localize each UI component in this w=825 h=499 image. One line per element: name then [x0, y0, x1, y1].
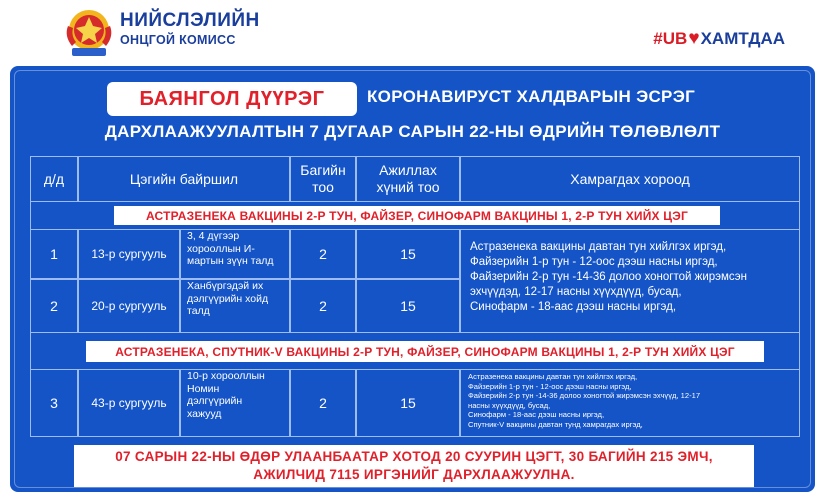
row1-loc-l1: 3, 4 дүгээр — [187, 230, 240, 242]
row1-teams: 2 — [290, 229, 356, 279]
row3-loc-l4: хажууд — [187, 407, 222, 420]
heart-icon: ♥ — [688, 28, 700, 49]
col-header-teams-l2: тоо — [312, 179, 334, 195]
coverage2-line: Файзерийн 1-р тун - 12-оос дээш насны иргэд, — [468, 381, 632, 391]
row1-no: 1 — [30, 229, 78, 279]
coverage2-line: насны хүүхдүүд, бусад, — [468, 400, 551, 410]
col-header-people — [356, 156, 460, 202]
row3-loc-l3: дэлгүүрийн — [187, 395, 243, 407]
summary-line2: АЖИЛЧИД 7115 ИРГЭНИЙГ ДАРХЛААЖУУЛНА. — [253, 467, 575, 482]
row1-people: 15 — [356, 229, 460, 279]
row3-no: 3 — [30, 369, 78, 437]
row2-no: 2 — [30, 279, 78, 333]
row1-location — [180, 229, 290, 279]
coverage1-line: Синофарм - 18-аас дээш насны иргэд, — [470, 301, 677, 313]
row3-teams: 2 — [290, 369, 356, 437]
coverage-text-1 — [470, 240, 796, 315]
row2-school: 20-р сургууль — [78, 279, 180, 333]
coverage2-line: Файзерийн 2-р тун -14-36 долоо хоногтой жирэмсэн эхчүүд, 12-17 — [468, 391, 701, 400]
org-name-line2: ОНЦГОЙ КОМИСС — [120, 33, 236, 47]
coverage2-line: Спутник-V вакцины давтан тунд хамрагдах иргэд, — [468, 419, 643, 429]
vaccine-band-2: АСТРАЗЕНЕКА, СПУТНИК-V ВАКЦИНЫ 2-Р ТУН, ФАЙЗЕР, СИНОФАРМ ВАКЦИНЫ 1, 2-Р ТУН ХИЙХ ЦЭГ — [86, 341, 764, 362]
row3-loc-l1: 10-р хорооллын — [187, 370, 265, 382]
title-line1: КОРОНАВИРУСТ ХАЛДВАРЫН ЭСРЭГ — [367, 87, 696, 106]
row2-loc-l2: дэлгүүрийн хойд — [187, 292, 269, 305]
org-name — [120, 10, 260, 47]
hashtag-together: ХАМТДАА — [700, 29, 785, 48]
row1-loc-l3: мартын зүүн талд — [187, 255, 274, 267]
hashtag-ub: #UB — [653, 29, 688, 48]
col-header-people-l1: Ажиллах — [379, 162, 437, 178]
col-header-teams-l1: Багийн — [300, 162, 346, 178]
row3-people: 15 — [356, 369, 460, 437]
row1-school: 13-р сургууль — [78, 229, 180, 279]
row2-location — [180, 279, 290, 333]
row3-location — [180, 369, 290, 437]
row2-people: 15 — [356, 279, 460, 333]
vaccine-band-1: АСТРАЗЕНЕКА ВАКЦИНЫ 2-Р ТУН, ФАЙЗЕР, СИНОФАРМ ВАКЦИНЫ 1, 2-Р ТУН ХИЙХ ЦЭГ — [114, 206, 720, 225]
col-header-teams — [290, 156, 356, 202]
row1-loc-l2: хорооллын И- — [187, 242, 255, 255]
coverage1-line: Файзерийн 2-р тун -14-36 долоо хоногтой жирэмсэн — [470, 271, 748, 283]
title-line2: ДАРХЛААЖУУЛАЛТЫН 7 ДУГААР САРЫН 22-НЫ ӨДРИЙН ТӨЛӨВЛӨЛТ — [104, 122, 721, 141]
col-header-coverage: Хамрагдах хороод — [460, 156, 800, 202]
row2-loc-l1: Ханбүргэдэй их — [187, 280, 264, 292]
coverage1-line: Астразенека вакцины давтан тун хийлгэх иргэд, — [470, 241, 727, 253]
ub-together-hashtag — [653, 28, 785, 50]
col-header-people-l2: хүний тоо — [376, 179, 440, 195]
header-bar — [0, 0, 825, 62]
city-emblem-icon — [62, 6, 116, 58]
coverage-text-2 — [468, 372, 798, 429]
coverage2-line: Астразенека вакцины давтан тун хийлгэх иргэд, — [468, 372, 638, 381]
row2-loc-l3: талд — [187, 305, 210, 317]
row2-teams: 2 — [290, 279, 356, 333]
summary-footer — [74, 445, 754, 487]
row3-loc-l2: Номин — [187, 382, 220, 395]
coverage1-line: эхчүүдэд, 12-17 насны хүүхдүүд, бусад, — [470, 286, 682, 298]
coverage2-line: Синофарм - 18-аас дээш насны иргэд, — [468, 410, 605, 419]
summary-line1: 07 САРЫН 22-НЫ ӨДӨР УЛААНБААТАР ХОТОД 20 СУУРИН ЦЭГТ, 30 БАГИЙН 215 ЭМЧ, — [115, 449, 713, 464]
org-name-line1: НИЙСЛЭЛИЙН — [120, 10, 260, 31]
col-header-location: Цэгийн байршил — [78, 156, 290, 202]
district-label: БАЯНГОЛ ДҮҮРЭГ — [107, 82, 357, 116]
coverage1-line: Файзерийн 1-р тун - 12-оос дээш насны иргэд, — [470, 256, 718, 268]
col-header-no: д/д — [30, 156, 78, 202]
row3-school: 43-р сургууль — [78, 369, 180, 437]
